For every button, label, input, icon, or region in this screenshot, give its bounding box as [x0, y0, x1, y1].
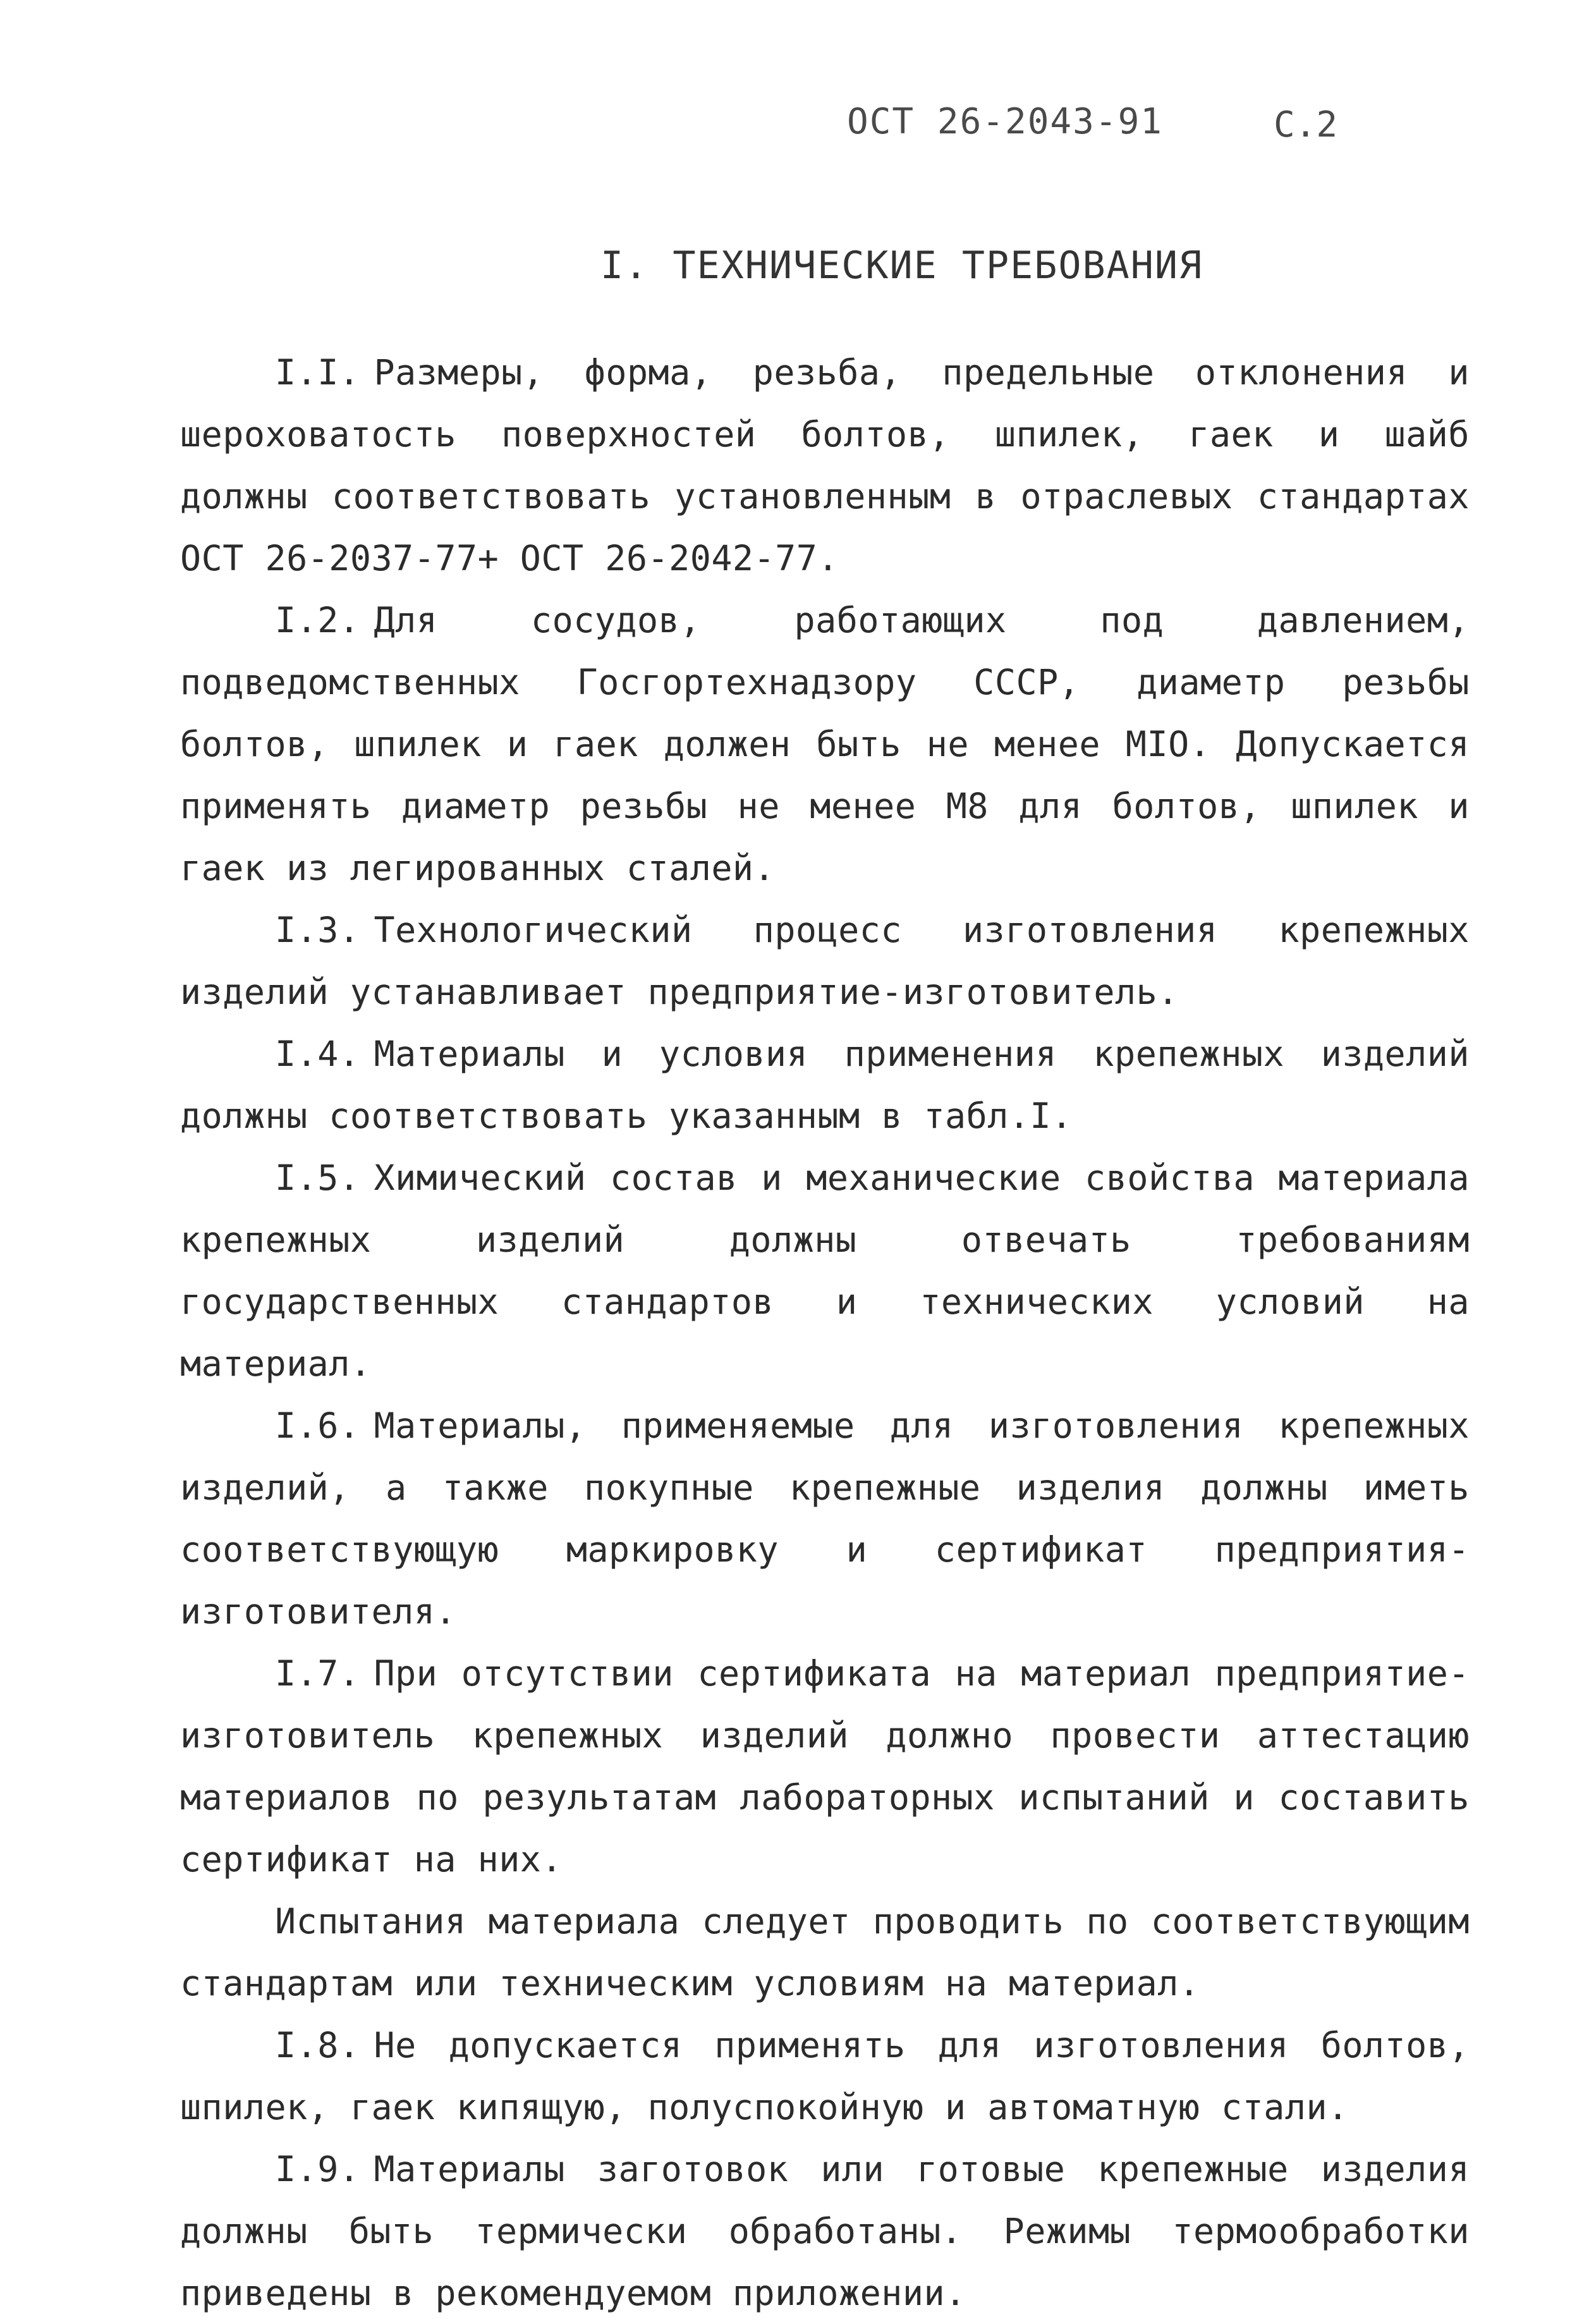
- paragraph-number: I.3.: [275, 910, 360, 950]
- paragraph-number: I.6.: [275, 1405, 360, 1446]
- paragraph-text: Размеры, форма, резьба, предельные отклонения и шероховатость поверхностей болтов, шпилек, гаек и шайб должны соответствовать установленным в отраслевых стандартах ОСТ 26-2037-77+ ОСТ 26-2042-77.: [180, 352, 1470, 578]
- paragraph-text: Для сосудов, работающих под давлением, подведомственных Госгортехнадзору СССР, диаметр резьбы болтов, шпилек и гаек должен быть не менее МIО. Допускается применять диаметр резьбы не менее М8 для болтов, шпилек и гаек из легированных сталей.: [180, 600, 1470, 888]
- paragraph-1-1: [180, 341, 1470, 589]
- paragraph-number: I.5.: [275, 1158, 360, 1198]
- paragraph-text: Химический состав и механические свойства материала крепежных изделий должны отвечать требованиям государственных стандартов и технических условий на материал.: [180, 1158, 1470, 1384]
- paragraph-text: Материалы заготовок или готовые крепежные изделия должны быть термически обработаны. Режимы термообработки приведены в рекомендуемом приложении.: [180, 2149, 1470, 2313]
- paragraph-1-4: [180, 1023, 1470, 1147]
- paragraph-text: При отсутствии сертификата на материал предприятие-изготовитель крепежных изделий должно провести аттестацию материалов по результатам лабораторных испытаний и составить сертификат на них.: [180, 1653, 1470, 1880]
- paragraph-1-6: [180, 1395, 1470, 1642]
- paragraph-number: I.2.: [275, 600, 360, 640]
- section-title: I. ТЕХНИЧЕСКИЕ ТРЕБОВАНИЯ: [600, 243, 1203, 288]
- body-text: [180, 341, 1470, 2324]
- paragraph-number: I.8.: [275, 2025, 360, 2065]
- paragraph-number: I.9.: [275, 2149, 360, 2189]
- paragraph-number: I.I.: [275, 352, 360, 393]
- paragraph-1-3: [180, 899, 1470, 1023]
- paragraph-1-7: [180, 1642, 1470, 1890]
- paragraph-1-7-note: [180, 1890, 1470, 2014]
- page-number: С.2: [1274, 104, 1338, 145]
- paragraph-text: Материалы, применяемые для изготовления крепежных изделий, а также покупные крепежные изделия должны иметь соответствующую маркировку и сертификат предприятия-изготовителя.: [180, 1405, 1470, 1632]
- paragraph-1-9: [180, 2138, 1470, 2324]
- paragraph-number: I.4.: [275, 1034, 360, 1074]
- paragraph-text: Технологический процесс изготовления крепежных изделий устанавливает предприятие-изготовитель.: [180, 910, 1470, 1012]
- paragraph-number: I.7.: [275, 1653, 360, 1694]
- paragraph-text: Материалы и условия применения крепежных изделий должны соответствовать указанным в табл.I.: [180, 1034, 1470, 1136]
- paragraph-text: Испытания материала следует проводить по соответствующим стандартам или техническим условиям на материал.: [180, 1901, 1470, 2003]
- paragraph-1-5: [180, 1147, 1470, 1395]
- paragraph-1-8: [180, 2014, 1470, 2138]
- paragraph-1-2: [180, 589, 1470, 899]
- standard-code: ОСТ 26-2043-91: [847, 101, 1164, 142]
- paragraph-text: Не допускается применять для изготовления болтов, шпилек, гаек кипящую, полуспокойную и автоматную стали.: [180, 2025, 1470, 2127]
